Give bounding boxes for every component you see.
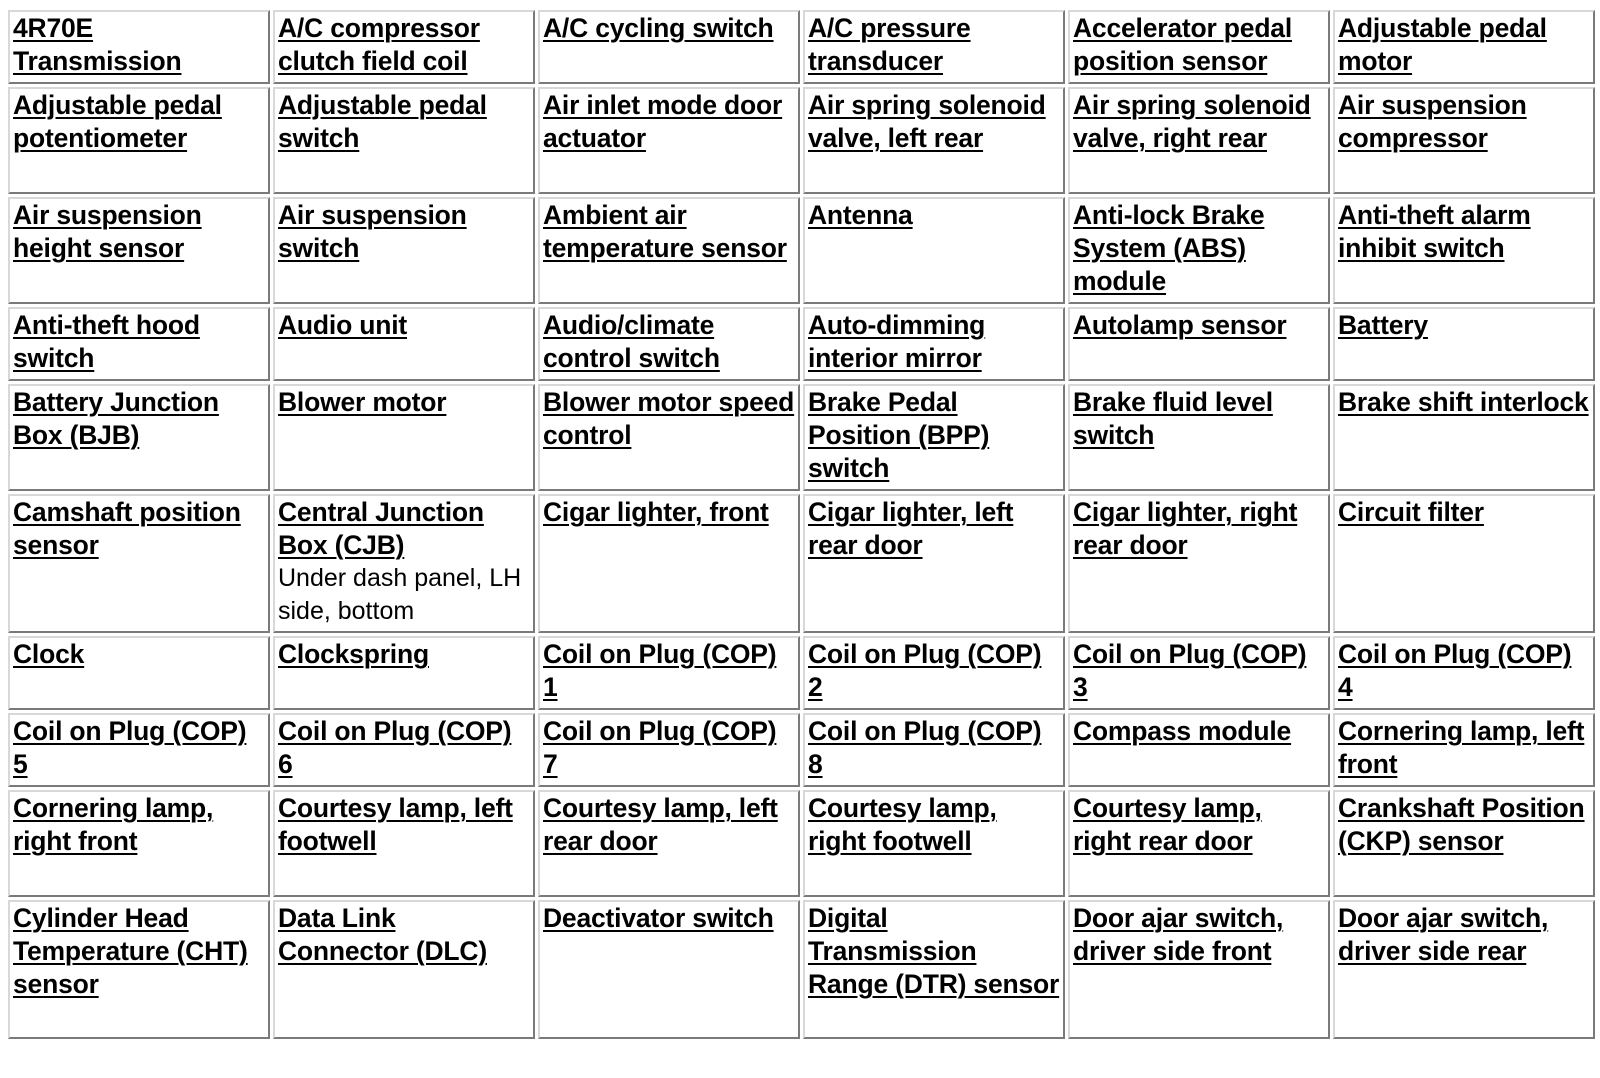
component-link[interactable]: Blower motor (278, 387, 447, 417)
table-row (8, 87, 1595, 194)
component-link[interactable]: Cornering lamp, right front (13, 793, 214, 856)
table-cell (8, 494, 270, 633)
table-cell (8, 10, 270, 84)
component-link[interactable]: Cigar lighter, front (543, 497, 769, 527)
table-cell (803, 197, 1065, 304)
component-link[interactable]: A/C compressor clutch field coil (278, 13, 480, 76)
table-cell (273, 636, 535, 710)
component-link[interactable]: Cylinder Head Temperature (CHT) sensor (13, 903, 248, 999)
component-link[interactable]: Clockspring (278, 639, 429, 669)
component-link[interactable]: Digital Transmission Range (DTR) sensor (808, 903, 1060, 999)
table-cell (803, 10, 1065, 84)
component-link[interactable]: Cornering lamp, left front (1338, 716, 1585, 779)
table-cell (1068, 307, 1330, 381)
component-link[interactable]: Accelerator pedal position sensor (1073, 13, 1293, 76)
table-row (8, 636, 1595, 710)
component-link[interactable]: Compass module (1073, 716, 1292, 746)
component-link[interactable]: Camshaft position sensor (13, 497, 241, 560)
table-cell (803, 307, 1065, 381)
table-cell (273, 384, 535, 491)
component-link[interactable]: Anti-theft hood switch (13, 310, 200, 373)
table-cell (8, 636, 270, 710)
table-cell (538, 636, 800, 710)
table-cell (538, 713, 800, 787)
component-link[interactable]: Brake fluid level switch (1073, 387, 1273, 450)
table-cell (273, 790, 535, 897)
table-cell (1068, 10, 1330, 84)
component-link[interactable]: Coil on Plug (COP) 7 (543, 716, 777, 779)
table-cell (538, 307, 800, 381)
table-cell (1333, 713, 1595, 787)
component-link[interactable]: Coil on Plug (COP) 1 (543, 639, 777, 702)
table-cell (1333, 197, 1595, 304)
table-row (8, 790, 1595, 897)
component-link[interactable]: Crankshaft Position (CKP) sensor (1338, 793, 1585, 856)
component-link[interactable]: Antenna (808, 200, 913, 230)
table-cell (803, 900, 1065, 1039)
component-link[interactable]: Adjustable pedal potentiometer (13, 90, 222, 153)
component-link[interactable]: Audio/climate control switch (543, 310, 720, 373)
table-cell (1068, 494, 1330, 633)
component-link[interactable]: Door ajar switch, driver side front (1073, 903, 1284, 966)
table-row (8, 384, 1595, 491)
table-cell (8, 713, 270, 787)
table-cell (1333, 636, 1595, 710)
component-link[interactable]: Coil on Plug (COP) 8 (808, 716, 1042, 779)
table-cell (1068, 713, 1330, 787)
table-cell (1068, 87, 1330, 194)
table-cell (273, 900, 535, 1039)
component-link[interactable]: 4R70E Transmission (13, 13, 182, 76)
component-link[interactable]: Cigar lighter, left rear door (808, 497, 1014, 560)
component-link[interactable]: Adjustable pedal motor (1338, 13, 1547, 76)
component-link[interactable]: Battery (1338, 310, 1428, 340)
table-cell (8, 87, 270, 194)
table-cell (8, 197, 270, 304)
component-link[interactable]: Courtesy lamp, left footwell (278, 793, 513, 856)
table-cell (803, 713, 1065, 787)
component-link[interactable]: Air spring solenoid valve, left rear (808, 90, 1046, 153)
table-row (8, 713, 1595, 787)
table-cell (1068, 900, 1330, 1039)
table-cell (538, 87, 800, 194)
component-link[interactable]: Ambient air temperature sensor (543, 200, 787, 263)
table-row (8, 10, 1595, 84)
component-link[interactable]: Anti-lock Brake System (ABS) module (1073, 200, 1265, 296)
component-link[interactable]: Courtesy lamp, right footwell (808, 793, 997, 856)
component-link[interactable]: Coil on Plug (COP) 6 (278, 716, 512, 779)
table-cell (1333, 384, 1595, 491)
component-link[interactable]: Cigar lighter, right rear door (1073, 497, 1298, 560)
table-cell (273, 197, 535, 304)
component-link[interactable]: Auto-dimming interior mirror (808, 310, 986, 373)
table-cell (803, 790, 1065, 897)
component-link[interactable]: Air spring solenoid valve, right rear (1073, 90, 1311, 153)
component-link[interactable]: Battery Junction Box (BJB) (13, 387, 219, 450)
table-cell (1068, 384, 1330, 491)
table-row (8, 307, 1595, 381)
component-link[interactable]: Coil on Plug (COP) 5 (13, 716, 247, 779)
component-link[interactable]: Air suspension compressor (1338, 90, 1527, 153)
component-link[interactable]: Anti-theft alarm inhibit switch (1338, 200, 1531, 263)
component-link[interactable]: Coil on Plug (COP) 3 (1073, 639, 1307, 702)
table-cell (1333, 900, 1595, 1039)
component-link[interactable]: Central Junction Box (CJB) (278, 497, 484, 560)
table-cell (538, 494, 800, 633)
component-link[interactable]: Courtesy lamp, left rear door (543, 793, 778, 856)
component-link[interactable]: Coil on Plug (COP) 2 (808, 639, 1042, 702)
component-link[interactable]: Courtesy lamp, right rear door (1073, 793, 1262, 856)
table-cell (1068, 636, 1330, 710)
table-cell (273, 307, 535, 381)
component-index (5, 7, 1595, 1042)
component-link[interactable]: A/C pressure transducer (808, 13, 971, 76)
table-cell (538, 10, 800, 84)
table-cell (273, 494, 535, 633)
table-cell (1068, 197, 1330, 304)
table-cell (538, 384, 800, 491)
table-cell (803, 494, 1065, 633)
component-link[interactable]: Air suspension switch (278, 200, 467, 263)
table-cell (803, 636, 1065, 710)
component-link[interactable]: Adjustable pedal switch (278, 90, 487, 153)
component-link[interactable]: Brake Pedal Position (BPP) switch (808, 387, 990, 483)
table-cell (8, 790, 270, 897)
table-cell (273, 713, 535, 787)
component-link[interactable]: Circuit filter (1338, 497, 1484, 527)
table-cell (8, 900, 270, 1039)
table-cell (273, 87, 535, 194)
table-cell (1333, 307, 1595, 381)
table-cell (273, 10, 535, 84)
table-cell (538, 900, 800, 1039)
table-cell (1333, 87, 1595, 194)
component-link[interactable]: Air suspension height sensor (13, 200, 202, 263)
table-cell (538, 790, 800, 897)
component-link[interactable]: Air inlet mode door actuator (543, 90, 783, 153)
table-cell (8, 384, 270, 491)
table-cell (538, 197, 800, 304)
table-cell (8, 307, 270, 381)
component-link[interactable]: A/C cycling switch (543, 13, 774, 43)
component-link[interactable]: Door ajar switch, driver side rear (1338, 903, 1549, 966)
table-row (8, 900, 1595, 1039)
component-link[interactable]: Autolamp sensor (1073, 310, 1287, 340)
component-link[interactable]: Coil on Plug (COP) 4 (1338, 639, 1572, 702)
table-cell (1333, 10, 1595, 84)
component-link[interactable]: Audio unit (278, 310, 407, 340)
table-cell (803, 87, 1065, 194)
table-cell (1333, 494, 1595, 633)
table-row (8, 494, 1595, 633)
table-cell (803, 384, 1065, 491)
component-link[interactable]: Data Link Connector (DLC) (278, 903, 487, 966)
component-link[interactable]: Deactivator switch (543, 903, 774, 933)
table-row (8, 197, 1595, 304)
component-link[interactable]: Brake shift interlock (1338, 387, 1589, 417)
table-cell (1068, 790, 1330, 897)
component-location-note: Under dash panel, LH side, bottom (278, 564, 522, 625)
table-cell (1333, 790, 1595, 897)
component-link[interactable]: Clock (13, 639, 85, 669)
component-table (5, 7, 1598, 1042)
component-link[interactable]: Blower motor speed control (543, 387, 795, 450)
